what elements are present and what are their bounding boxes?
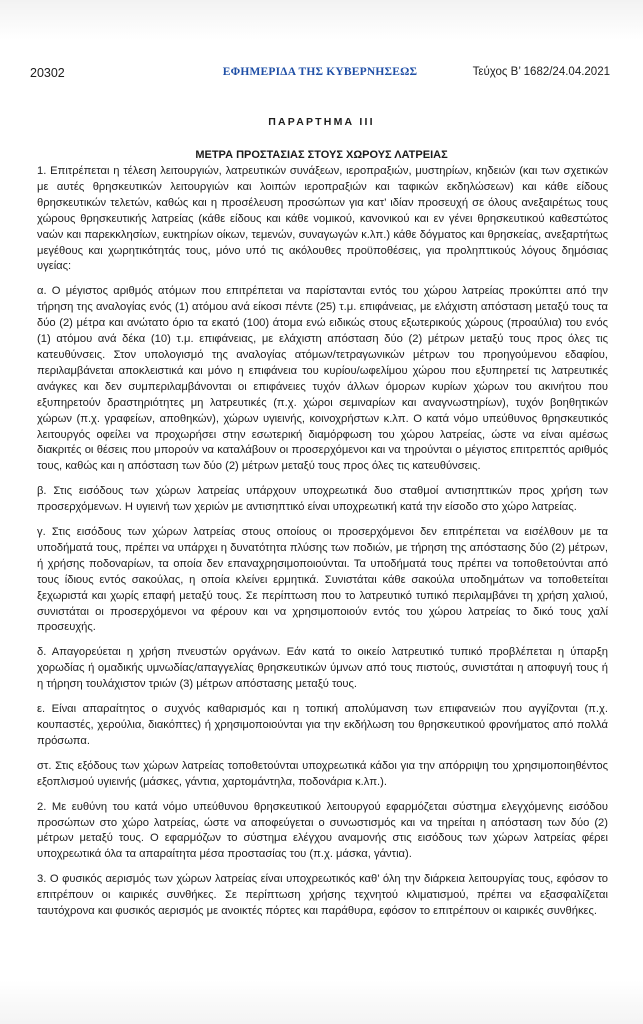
paragraph-1f: στ. Στις εξόδους των χώρων λατρείας τοποθετούνται υποχρεωτικά κάδοι για την απόρριψη του χρησιμοποιηθέντος εξοπλισμού υγιεινής (μάσκες, γάντια, χαρτομάντηλα, ποδονάρια κ.λπ.).	[37, 759, 608, 788]
paragraph-2: 2. Με ευθύνη του κατά νόμο υπεύθυνου θρησκευτικού λειτουργού εφαρμόζεται σύστημα ελεγχόμενης εισόδου προσώπων στο χώρο λατρείας, ώστε να αποφεύγεται ο συνωστισμός και να τηρείται η απόσταση των δύο (2) μέτρων μεταξύ τους. Ο εφαρμόζων το σύστημα ελέγχου αναμονής στις εισόδους των χώρων λατρείας φέρει υποχρεωτικά όλα τα απαραίτητα μέσα προστασίας του (π.χ. μάσκα, γάντια).	[37, 800, 608, 861]
paragraph-1a: α. Ο μέγιστος αριθμός ατόμων που επιτρέπεται να παρίστανται εντός του χώρου λατρείας προκύπτει από την τήρηση της αναλογίας ενός (1) ατόμου ανά είκοσι πέντε (25) τ.μ. επιφάνειας, με ελάχιστη απόσταση μεταξύ τους τα δύο (2) μέτρα και ανώτατο όριο τα εκατό (100) άτομα ενώ ειδικώς στους εξωτερικούς χώρους (προαύλια) του ενός (1) ατόμου ανά δέκα (10) τ.μ. επιφάνειας, με ελάχιστη απόσταση δύο (2) μέτρων μεταξύ τους προς όλες τις κατευθύνσεις. Στον υπολογισμό της αναλογίας ατόμων/τετραγωνικών μέτρων του προηγούμενου εδαφίου, περιλαμβάνεται αποκλειστικά και μόνο η επιφάνεια του κυρίου/ωφελίμου χώρου που εξυπηρετεί τις λατρευτικές ανάγκες και δεν συμπεριλαμβάνονται οι επιφάνειες τυχόν άλλων όμορων κυρίων χώρων του ακινήτου που εξυπηρετούν δραστηριότητες μη λατρευτικές (π.χ. χώροι σεμιναρίων και αναγνωστηρίων), τυχόν βοηθητικών χώρων (π.χ. γραφείων, αποθηκών), χώρων υγιεινής, κοινοχρήστων κ.λπ. Ο κατά νόμο υπεύθυνος θρησκευτικός λειτουργός οφείλει να προχωρήσει στην εσωτερική διαμόρφωση του χώρου λατρείας, ώστε να είναι αμέσως διακριτές οι θέσεις που μπορούν να καταλάβουν οι προσερχόμενοι και να τηρούνται ο μέγιστος επιτρεπτός αριθμός τους, καθώς και η απόσταση των δύο (2) μέτρων μεταξύ τους προς όλες τις κατευθύνσεις.	[37, 285, 608, 473]
paragraph-1e: ε. Είναι απαραίτητος ο συχνός καθαρισμός και η τοπική απολύμανση των επιφανειών που αγγίζονται (π.χ. κουπαστές, χερούλια, διακόπτες) ή χρησιμοποιούνται για την εκδήλωση του θρησκευτικού φρονήματος από πολλά πρόσωπα.	[37, 703, 608, 747]
paragraph-1c: γ. Στις εισόδους των χώρων λατρείας στους οποίους οι προσερχόμενοι δεν επιτρέπεται να εισέλθουν με τα υποδήματά τους, πρέπει να υπάρχει η δυνατότητα πλύσης των ποδιών, με τήρηση της απόστασης δύο (2) μέτρων, ή χρήσης ποδοναρίων, τα οποία δεν επαναχρησιμοποιούνται. Τα υποδήματά τους πρέπει να τοποθετούνται από τους ίδιους εντός σακούλας, η οποία κλείνει ερμητικά. Συνιστάται κάθε σακούλα υποδημάτων να τοποθετείται ξεχωριστά και χωρίς επαφή μεταξύ τους. Σε περίπτωση που το λατρευτικό τυπικό περιλαμβάνει τη χρήση χαλιού, συνιστάται οι προσερχόμενοι να φέρουν και να χρησιμοποιούν εντός του χώρου λατρείας το δικό τους χαλί προσευχής.	[37, 526, 608, 634]
page-number: 20302	[30, 66, 65, 80]
gazette-title: ΕΦΗΜΕΡΙΔΑ ΤΗΣ ΚΥΒΕΡΝΗΣΕΩΣ	[222, 66, 418, 78]
section-title: ΜΕΤΡΑ ΠΡΟΣΤΑΣΙΑΣ ΣΤΟΥΣ ΧΩΡΟΥΣ ΛΑΤΡΕΙΑΣ	[195, 149, 448, 161]
page-header	[30, 66, 610, 84]
paragraph-1b: β. Στις εισόδους των χώρων λατρείας υπάρχουν υποχρεωτικά δυο σταθμοί αντισηπτικών προς χρήση των προσερχόμενων. Η υγιεινή των χεριών με αντισηπτικό είναι υποχρεωτική κατά την είσοδο στο χώρο λατρείας.	[37, 485, 608, 514]
paragraph-1: 1. Επιτρέπεται η τέλεση λειτουργιών, λατρευτικών συνάξεων, ιεροπραξιών, μυστηρίων, κηδειών (και των σχετικών με αυτές θρησκευτικών λειτουργιών και λοιπών ιεροπραξιών και ταφικών εκδηλώσεων) και κάθε είδους θρησκευτικών τελετών, καθώς και η προσέλευση προσώπων για κατ’ ιδίαν προσευχή σε όλους ανεξαιρέτως τους χώρους θρησκευτικής λατρείας (κάθε είδους και κάθε νομικού, κανονικού και εν γένει θρησκευτικού καθεστώτος ναών και παρεκκλησίων, ευκτηρίων οίκων, τεμενών, συναγωγών κ.λπ.) κάθε δόγματος και θρησκείας, ανεξαρτήτως μεγέθους και χωρητικότητάς τους, μόνο υπό τις ακόλουθες προϋποθέσεις, για προληπτικούς λόγους δημόσιας υγείας:	[37, 165, 608, 273]
paragraph-1d: δ. Απαγορεύεται η χρήση πνευστών οργάνων. Εάν κατά το οικείο λατρευτικό τυπικό προβλέπεται η ύπαρξη χορωδίας ή ομαδικής υμνωδίας/απαγγελίας θρησκευτικών ύμνων από τους πιστούς, συνιστάται η αποφυγή τους ή η τήρηση τουλάχιστον τριών (3) μέτρων απόστασης μεταξύ τους.	[37, 646, 608, 691]
issue-reference: Τεύχος Β’ 1682/24.04.2021	[472, 66, 610, 78]
document-body	[37, 164, 608, 929]
paragraph-3: 3. Ο φυσικός αερισμός των χώρων λατρείας είναι υποχρεωτικός καθ’ όλη την διάρκεια λειτουργίας τους, εφόσον το επιτρέπουν οι καιρικές συνθήκες. Σε περίπτωση χρήσης τεχνητού κλιματισμού, πρέπει να εξασφαλίζεται ταυτόχρονα και φυσικός αερισμός με ανοικτές πόρτες και παράθυρα, εφόσον το επιτρέπουν οι καιρικές συνθήκες.	[37, 873, 608, 918]
annex-title: ΠΑΡΑΡΤΗΜΑ ΙΙΙ	[268, 116, 375, 128]
